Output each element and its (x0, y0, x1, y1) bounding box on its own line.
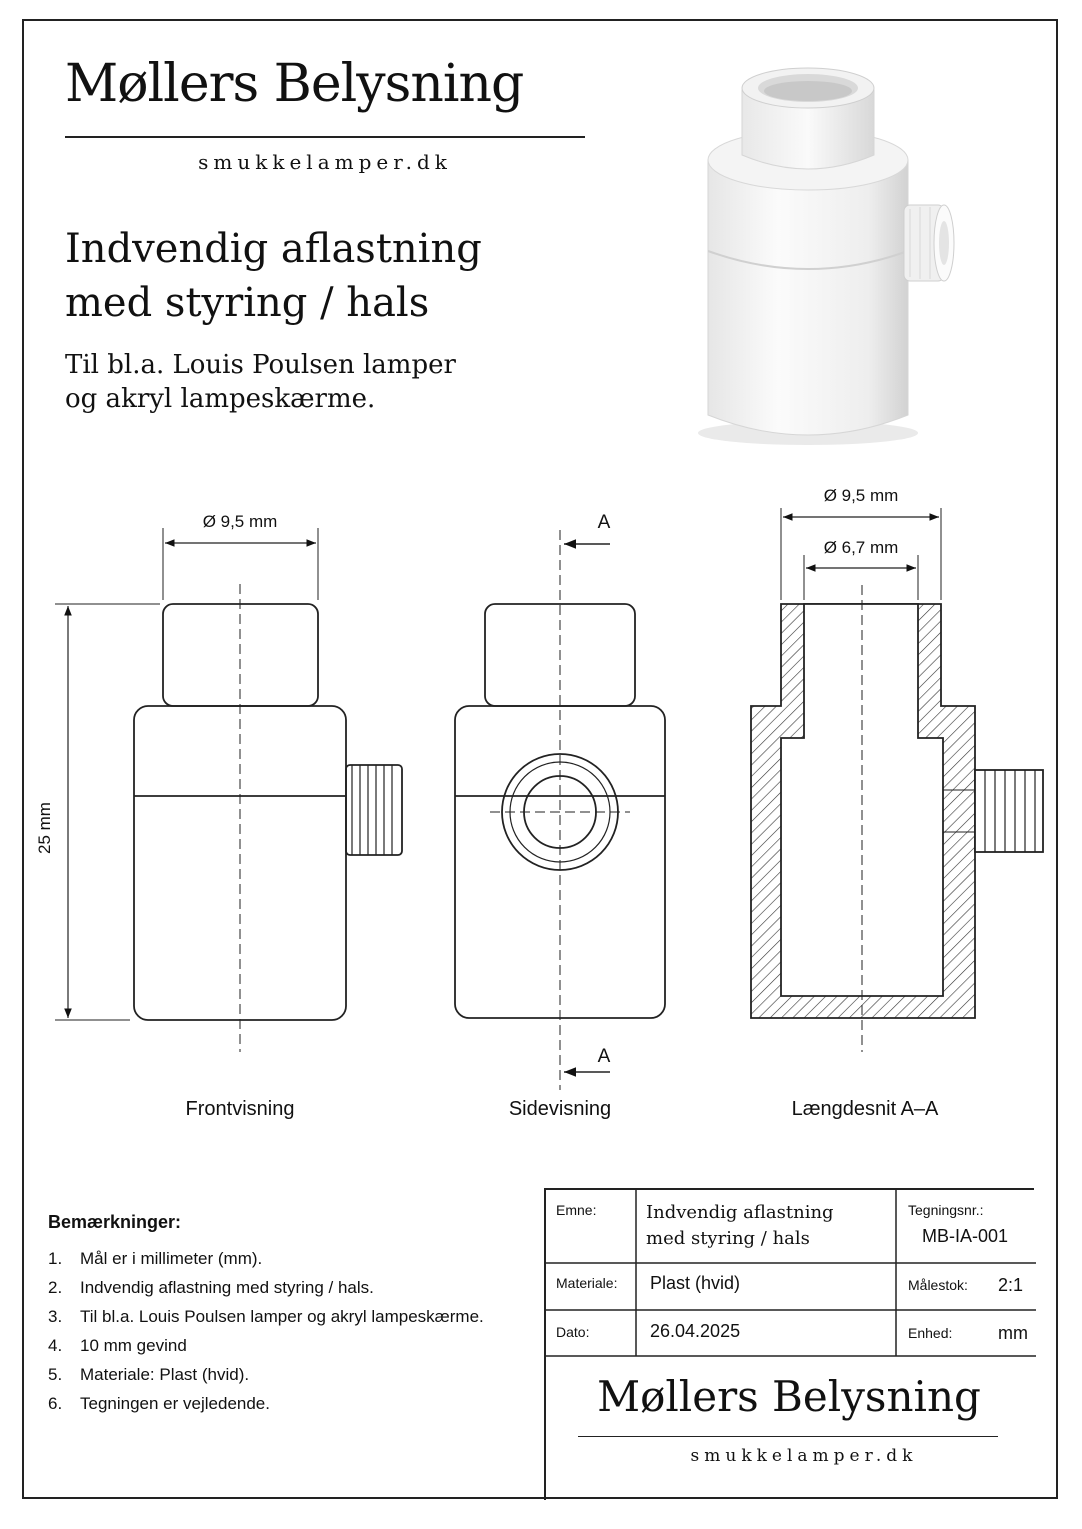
label-section-view: Længdesnit A–A (791, 1098, 939, 1120)
drawing-no-value: MB-IA-001 (922, 1226, 1009, 1246)
section-marker-top: A (597, 512, 611, 533)
notes-list (48, 1244, 484, 1418)
note-number: 1. (48, 1249, 63, 1268)
date-value: 26.04.2025 (650, 1321, 741, 1341)
brand-logo-text: Møllers Belysning (65, 54, 524, 114)
subject-line-2: med styring / hals (646, 1228, 810, 1249)
note-text: Mål er i millimeter (mm). (80, 1249, 263, 1268)
note-text: Materiale: Plast (hvid). (80, 1365, 250, 1384)
title-line-1: Indvendig aflastning (65, 226, 482, 272)
subject-label: Emne: (556, 1202, 597, 1218)
brand-underline (65, 136, 585, 138)
unit-value: mm (998, 1323, 1028, 1343)
drawing-no-label: Tegningsnr.: (908, 1202, 984, 1218)
note-item (48, 1273, 484, 1302)
note-item (48, 1244, 484, 1273)
title-block-website: smukkelamper.dk (690, 1446, 918, 1466)
front-view (55, 528, 402, 1052)
subtitle-line-1: Til bl.a. Louis Poulsen lamper (65, 350, 456, 380)
section-marker-bottom: A (597, 1046, 611, 1067)
side-view (455, 530, 665, 1090)
page-subtitle (65, 348, 456, 416)
title-block-brand-rule (578, 1436, 998, 1437)
website-text: smukkelamper.dk (198, 150, 452, 174)
material-label: Materiale: (556, 1275, 618, 1291)
product-photo (690, 55, 980, 455)
scale-value: 2:1 (998, 1275, 1024, 1295)
note-number: 2. (48, 1278, 63, 1297)
subject-line-1: Indvendig aflastning (646, 1202, 834, 1223)
label-side-view: Sidevisning (508, 1098, 612, 1120)
date-label: Dato: (556, 1324, 590, 1340)
note-item (48, 1331, 484, 1360)
note-text: Til bl.a. Louis Poulsen lamper og akryl lampeskærme. (80, 1307, 484, 1326)
subtitle-line-2: og akryl lampeskærme. (65, 384, 376, 414)
note-item (48, 1360, 484, 1389)
title-block-brand: Møllers Belysning (597, 1372, 981, 1421)
dim-section-outer: Ø 9,5 mm (823, 486, 899, 505)
note-text: 10 mm gevind (80, 1336, 187, 1355)
material-value: Plast (hvid) (650, 1273, 741, 1293)
dim-front-width: Ø 9,5 mm (202, 512, 278, 531)
dim-height: 25 mm (35, 802, 54, 854)
label-front-view: Frontvisning (185, 1098, 295, 1120)
subject-value (646, 1200, 834, 1252)
note-item (48, 1389, 484, 1418)
note-number: 4. (48, 1336, 63, 1355)
page-title (65, 222, 482, 330)
note-number: 6. (48, 1394, 63, 1413)
note-text: Indvendig aflastning med styring / hals. (80, 1278, 374, 1297)
note-text: Tegningen er vejledende. (80, 1394, 270, 1413)
section-view (751, 508, 1043, 1052)
scale-label: Målestok: (908, 1277, 968, 1293)
note-number: 3. (48, 1307, 63, 1326)
unit-label: Enhed: (908, 1325, 953, 1341)
notes-title: Bemærkninger: (48, 1212, 182, 1232)
title-line-2: med styring / hals (65, 280, 430, 326)
technical-drawing (0, 470, 1082, 1150)
note-number: 5. (48, 1365, 63, 1384)
dim-section-inner: Ø 6,7 mm (823, 538, 899, 557)
note-item (48, 1302, 484, 1331)
